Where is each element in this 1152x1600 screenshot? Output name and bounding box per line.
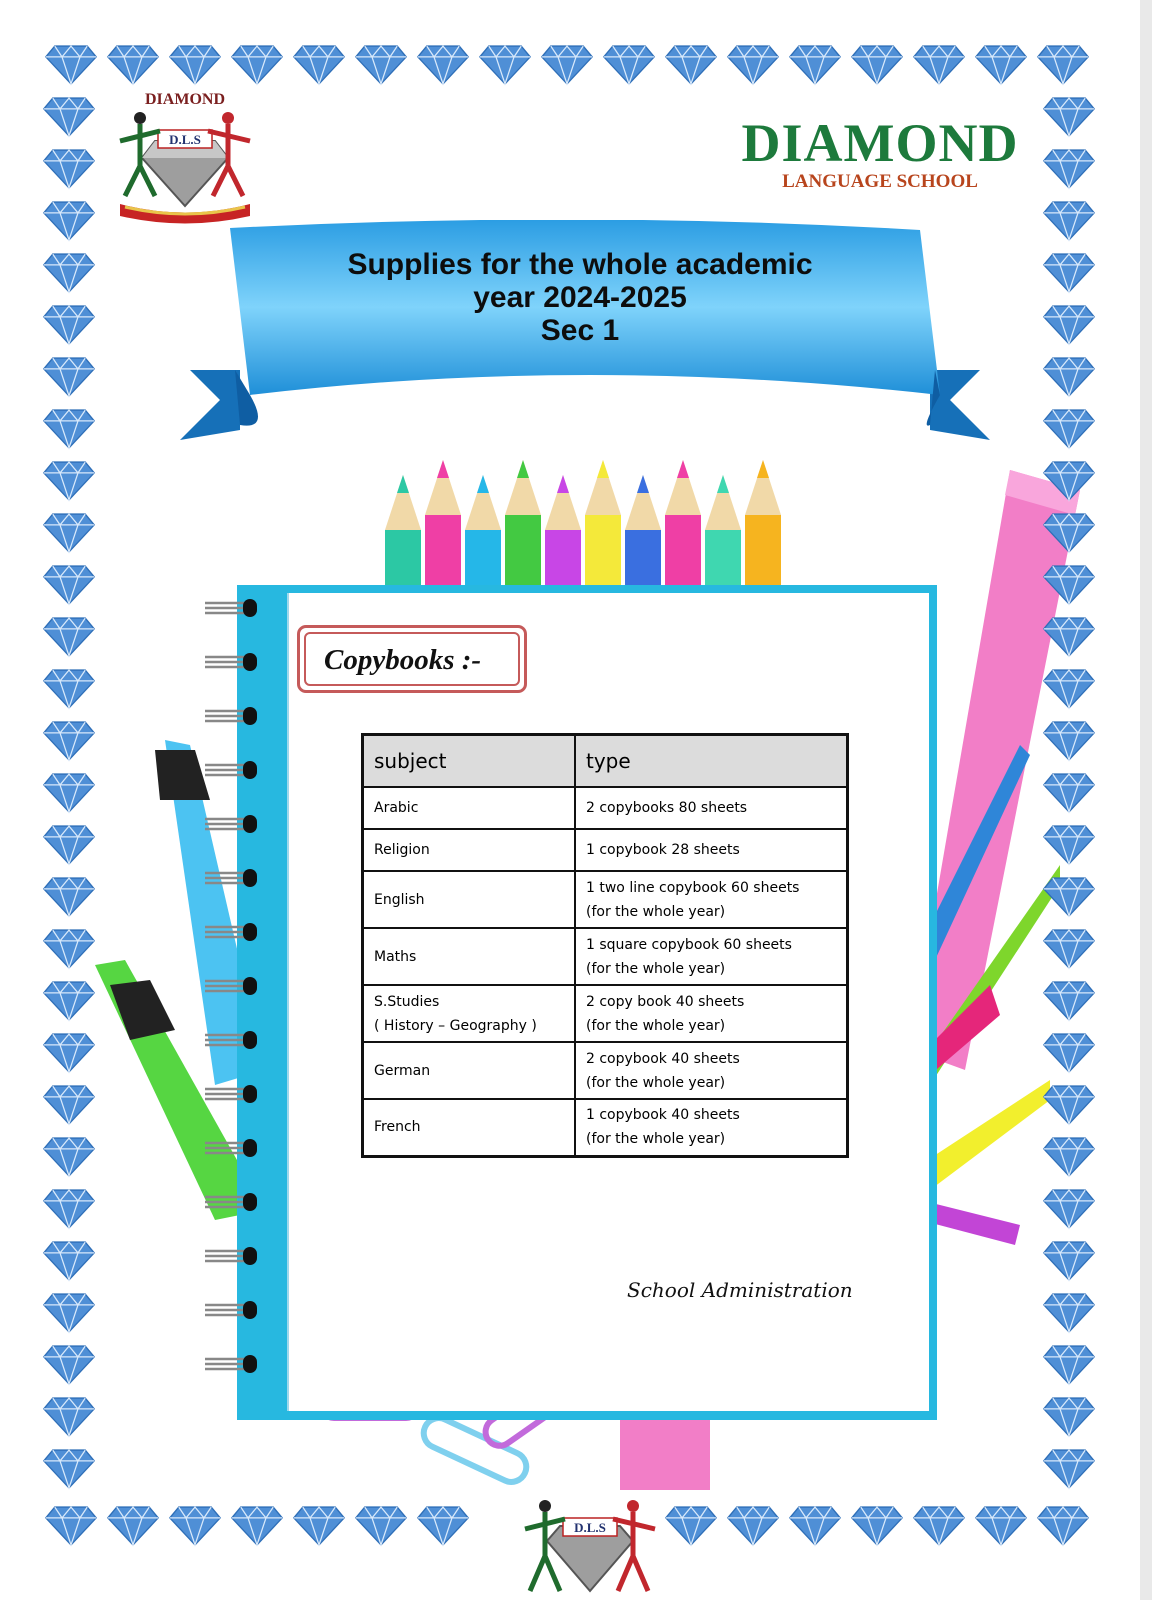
diamond-icon (1042, 460, 1096, 502)
diamond-icon (1042, 408, 1096, 450)
diamond-icon (354, 1505, 408, 1547)
subject-line: Arabic (374, 800, 419, 816)
spiral-ring (205, 759, 265, 781)
type-cell (575, 871, 848, 928)
diamond-icon (726, 44, 780, 86)
spiral-ring (205, 813, 265, 835)
diamond-icon (168, 1505, 222, 1547)
diamond-icon (1042, 564, 1096, 606)
brand-subtitle: LANGUAGE SCHOOL (782, 171, 978, 192)
type-line: 1 two line copybook 60 sheets (586, 879, 800, 896)
diamond-icon (42, 200, 96, 242)
diamond-icon (42, 1396, 96, 1438)
diamond-icon (42, 928, 96, 970)
spiral-ring (205, 975, 265, 997)
diamond-icon (1042, 252, 1096, 294)
diamond-icon (478, 44, 532, 86)
diamond-icon (1042, 668, 1096, 710)
type-line: (for the whole year) (586, 1074, 726, 1091)
diamond-icon (1042, 96, 1096, 138)
type-cell (575, 985, 848, 1042)
diamond-icon (602, 44, 656, 86)
diamond-icon (42, 980, 96, 1022)
copybooks-label-box (297, 625, 527, 693)
diamond-icon (42, 772, 96, 814)
diamond-icon (1042, 1240, 1096, 1282)
diamond-icon (664, 1505, 718, 1547)
diamond-icon (42, 96, 96, 138)
subject-line: English (374, 891, 425, 908)
diamond-icon (1042, 980, 1096, 1022)
diamond-icon (1042, 772, 1096, 814)
diamond-icon (788, 1505, 842, 1547)
column-header-type: type (575, 735, 848, 788)
colored-pencils-illustration (380, 455, 800, 595)
diamond-icon (1042, 616, 1096, 658)
diamond-icon (42, 1136, 96, 1178)
type-line: 2 copybook 40 sheets (586, 1050, 740, 1067)
spiral-ring (205, 1353, 265, 1375)
diamond-icon (230, 1505, 284, 1547)
diamond-icon (354, 44, 408, 86)
banner-line-2: year 2024-2025 (473, 281, 687, 314)
diamond-icon (788, 44, 842, 86)
diamond-icon (42, 1188, 96, 1230)
type-line: (for the whole year) (586, 1017, 726, 1034)
diamond-icon (664, 44, 718, 86)
diamond-icon (42, 148, 96, 190)
spiral-ring (205, 705, 265, 727)
diamond-icon (1042, 1188, 1096, 1230)
logo-text: DIAMOND (145, 91, 225, 108)
table-row (363, 928, 848, 985)
diamond-icon (1042, 356, 1096, 398)
table-body (363, 787, 848, 1156)
table-header-row (363, 735, 848, 788)
diamond-icon (42, 616, 96, 658)
section-title: Copybooks :- (324, 644, 482, 676)
column-header-subject: subject (363, 735, 576, 788)
diamond-icon (42, 1084, 96, 1126)
diamond-icon (912, 1505, 966, 1547)
diamond-icon (540, 44, 594, 86)
banner-title (275, 248, 885, 347)
diamond-icon (230, 44, 284, 86)
spiral-ring (205, 921, 265, 943)
diamond-icon (974, 44, 1028, 86)
signature: School Administration (627, 1278, 853, 1302)
supplies-table (361, 733, 849, 1158)
diamond-icon (1042, 1396, 1096, 1438)
subject-cell (363, 928, 576, 985)
diamond-icon (44, 44, 98, 86)
diamond-icon (416, 44, 470, 86)
table-row (363, 871, 848, 928)
diamond-icon (292, 1505, 346, 1547)
table-row (363, 1099, 848, 1156)
spiral-ring (205, 597, 265, 619)
diamond-icon (1042, 720, 1096, 762)
spiral-ring (205, 1245, 265, 1267)
diamond-icon (1042, 876, 1096, 918)
logo-initials: D.L.S (169, 132, 201, 147)
diamond-icon (42, 824, 96, 866)
diamond-icon (42, 1292, 96, 1334)
type-line: 2 copy book 40 sheets (586, 993, 745, 1010)
banner-line-3: Sec 1 (540, 314, 620, 347)
diamond-icon (42, 356, 96, 398)
type-cell (575, 829, 848, 871)
diamond-icon (1042, 1136, 1096, 1178)
crayons-illustration (920, 745, 1060, 1255)
diamond-icon (850, 1505, 904, 1547)
footer-logo-initials: D.L.S (574, 1520, 606, 1535)
diamond-icon (106, 1505, 160, 1547)
diamond-icon (1042, 1448, 1096, 1490)
table-row (363, 829, 848, 871)
diamond-icon (1036, 1505, 1090, 1547)
diamond-icon (1036, 44, 1090, 86)
diamond-icon (726, 1505, 780, 1547)
diamond-icon (42, 252, 96, 294)
table-row (363, 985, 848, 1042)
type-line: 2 copybooks 80 sheets (586, 800, 748, 816)
type-cell (575, 1042, 848, 1099)
diamond-icon (42, 512, 96, 554)
subject-line: Maths (374, 948, 417, 965)
diamond-icon (42, 408, 96, 450)
spiral-ring (205, 1299, 265, 1321)
subject-line: ( History – Geography ) (374, 1017, 537, 1034)
subject-cell (363, 1099, 576, 1156)
subject-cell (363, 1042, 576, 1099)
diamond-icon (1042, 1084, 1096, 1126)
type-line: (for the whole year) (586, 960, 726, 977)
spiral-ring (205, 1029, 265, 1051)
subject-cell (363, 985, 576, 1042)
spiral-ring (205, 651, 265, 673)
diamond-icon (42, 1344, 96, 1386)
spiral-ring (205, 1191, 265, 1213)
diamond-icon (1042, 512, 1096, 554)
diamond-icon (42, 720, 96, 762)
diamond-icon (42, 1448, 96, 1490)
type-cell (575, 928, 848, 985)
brand-title: DIAMOND (741, 113, 1019, 173)
type-line: 1 copybook 40 sheets (586, 1107, 740, 1124)
subject-line: Religion (374, 842, 430, 858)
subject-line: French (374, 1119, 421, 1136)
diamond-icon (42, 564, 96, 606)
diamond-icon (416, 1505, 470, 1547)
table-row (363, 787, 848, 829)
diamond-icon (1042, 304, 1096, 346)
diamond-icon (850, 44, 904, 86)
banner-line-1: Supplies for the whole academic (347, 248, 813, 281)
diamond-icon (1042, 1292, 1096, 1334)
diamond-icon (42, 460, 96, 502)
school-logo (100, 86, 270, 226)
type-cell (575, 1099, 848, 1156)
footer-logo (505, 1496, 675, 1600)
diamond-icon (1042, 1032, 1096, 1074)
subject-line: German (374, 1062, 431, 1079)
diamond-icon (912, 44, 966, 86)
spiral-ring (205, 1083, 265, 1105)
diamond-icon (1042, 200, 1096, 242)
subject-cell (363, 829, 576, 871)
diamond-icon (1042, 148, 1096, 190)
subject-line: S.Studies (374, 993, 440, 1010)
type-line: (for the whole year) (586, 903, 726, 920)
diamond-icon (168, 44, 222, 86)
type-cell (575, 787, 848, 829)
subject-cell (363, 787, 576, 829)
notebook (237, 585, 937, 1420)
diamond-icon (1042, 1344, 1096, 1386)
diamond-icon (42, 304, 96, 346)
diamond-icon (106, 44, 160, 86)
table-row (363, 1042, 848, 1099)
spiral-ring (205, 1137, 265, 1159)
diamond-icon (1042, 824, 1096, 866)
type-line: (for the whole year) (586, 1131, 726, 1148)
diamond-icon (1042, 928, 1096, 970)
notebook-sheet (287, 593, 929, 1411)
diamond-icon (44, 1505, 98, 1547)
spiral-ring (205, 867, 265, 889)
subject-cell (363, 871, 576, 928)
diamond-icon (974, 1505, 1028, 1547)
diamond-icon (42, 1032, 96, 1074)
diamond-icon (42, 1240, 96, 1282)
diamond-icon (42, 668, 96, 710)
type-line: 1 copybook 28 sheets (586, 842, 740, 858)
type-line: 1 square copybook 60 sheets (586, 936, 792, 953)
diamond-icon (42, 876, 96, 918)
diamond-icon (292, 44, 346, 86)
